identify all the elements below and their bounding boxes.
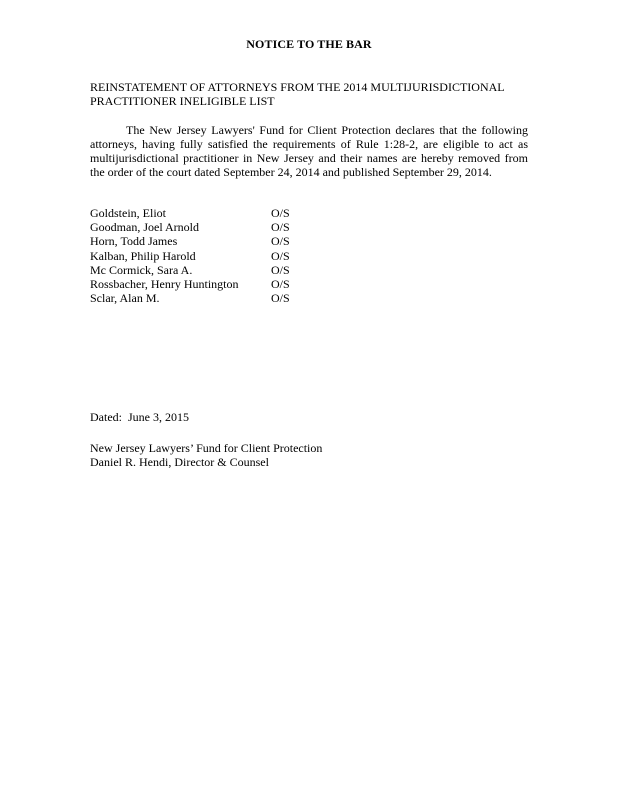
attorney-name: Horn, Todd James — [90, 234, 178, 249]
attorney-name: Goodman, Joel Arnold — [90, 220, 199, 235]
attorney-status: O/S — [271, 234, 290, 249]
attorney-name: Kalban, Philip Harold — [90, 248, 196, 263]
attorney-status: O/S — [271, 206, 290, 220]
attorney-row — [90, 249, 390, 263]
attorney-name: Sclar, Alan M. — [90, 291, 160, 306]
reinstatement-heading — [90, 80, 530, 108]
organization-name: New Jersey Lawyers’ Fund for Client Protection — [90, 441, 323, 455]
attorney-row — [90, 291, 390, 305]
attorney-row — [90, 277, 390, 291]
attorney-status: O/S — [271, 248, 290, 263]
signer-name: Daniel R. Hendi, Director & Counsel — [90, 455, 269, 469]
attorney-row — [90, 234, 390, 248]
attorney-row — [90, 220, 390, 234]
attorney-status: O/S — [271, 262, 290, 277]
attorney-row — [90, 263, 390, 277]
attorney-row — [90, 206, 390, 220]
signature-block — [90, 441, 322, 469]
attorney-list — [90, 206, 390, 305]
attorney-status: O/S — [271, 291, 290, 306]
notice-title: NOTICE TO THE BAR — [246, 37, 372, 51]
attorney-name: Mc Cormick, Sara A. — [90, 262, 193, 277]
heading-line-1: REINSTATEMENT OF ATTORNEYS FROM THE 2014 MULTIJURISDICTIONAL — [90, 80, 505, 94]
attorney-status: O/S — [271, 220, 290, 235]
dated-line: Dated: June 3, 2015 — [90, 410, 189, 424]
attorney-status: O/S — [271, 276, 290, 291]
attorney-name: Rossbacher, Henry Huntington — [90, 276, 239, 291]
notice-body-paragraph: The New Jersey Lawyers' Fund for Client Protection declares that the following attorneys, having fully satisfied the requirements of Rule 1:28-2, are eligible to act as multijurisdictional practitioner in New Jersey and their names are hereby removed from the order of the court dated September 24, 2014 and published September 29, 2014. — [90, 123, 528, 179]
heading-line-2: PRACTITIONER INELIGIBLE LIST — [90, 94, 275, 108]
attorney-name: Goldstein, Eliot — [90, 206, 166, 220]
